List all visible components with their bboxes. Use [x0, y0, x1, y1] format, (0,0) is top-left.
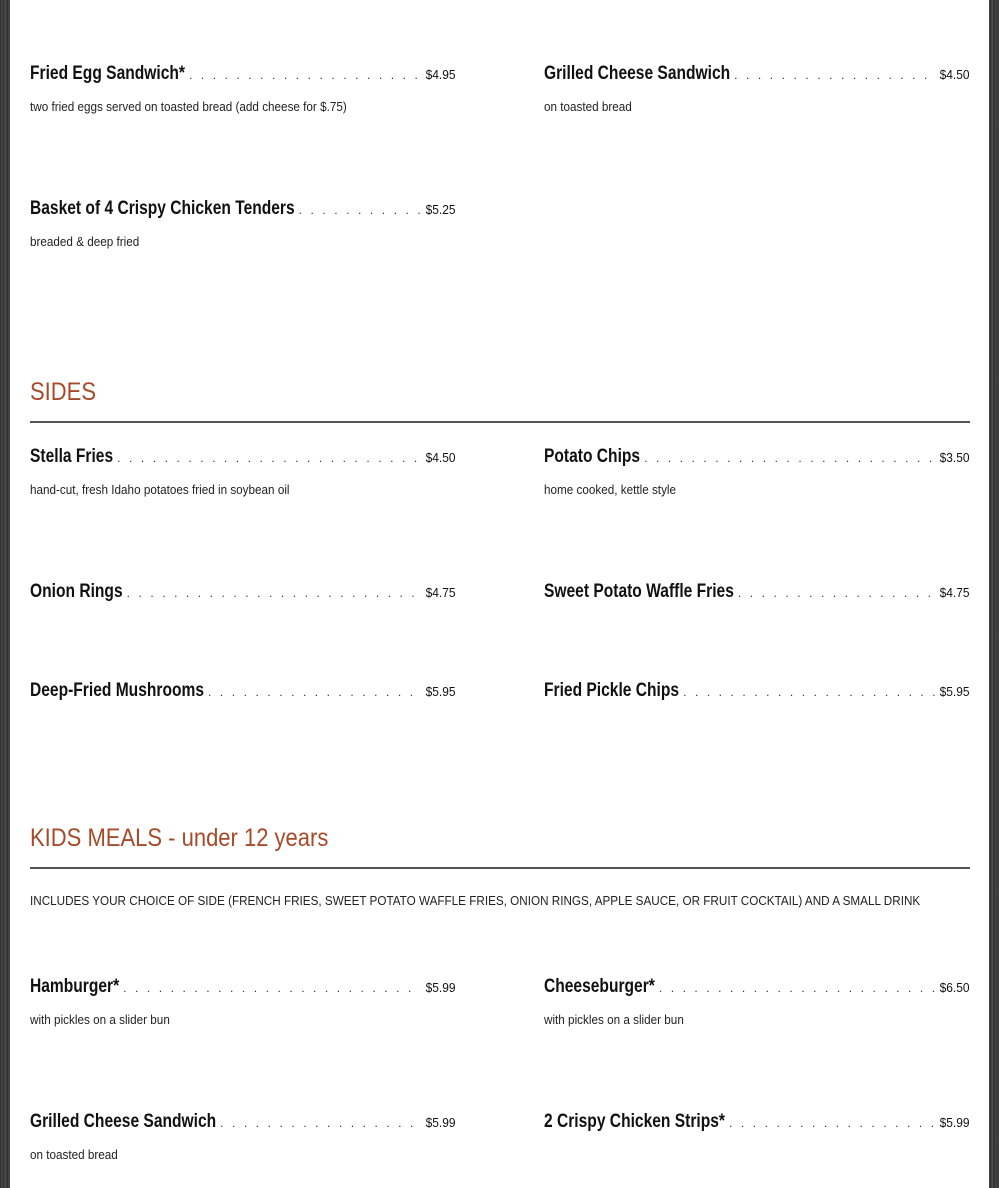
dot-leader — [683, 685, 935, 699]
dot-leader — [117, 451, 421, 465]
menu-item-kids-cheeseburger — [544, 976, 970, 1027]
item-price: $4.75 — [426, 585, 456, 600]
item-price: $3.50 — [940, 450, 970, 465]
dot-leader — [127, 586, 422, 600]
item-price: $5.95 — [940, 684, 970, 699]
section-title-kids-meals: KIDS MEALS - under 12 years — [30, 824, 329, 852]
item-price: $4.95 — [426, 67, 456, 82]
menu-item-fried-pickle-chips — [544, 680, 970, 704]
menu-item-stella-fries — [30, 446, 456, 497]
menu-item-potato-chips — [544, 446, 970, 497]
item-price: $5.99 — [426, 980, 456, 995]
dot-leader — [189, 68, 422, 82]
menu-page — [10, 0, 989, 1188]
dot-leader — [734, 68, 935, 82]
dot-leader — [659, 981, 936, 995]
item-name: Potato Chips — [544, 446, 641, 467]
item-description: home cooked, kettle style — [544, 482, 677, 497]
item-description: on toasted bread — [544, 99, 632, 114]
menu-item-grilled-cheese-sandwich — [544, 63, 970, 114]
menu-item-chicken-tenders — [30, 198, 456, 249]
item-name: Grilled Cheese Sandwich — [544, 63, 731, 84]
item-description: with pickles on a slider bun — [30, 1012, 170, 1027]
dot-leader — [299, 203, 422, 217]
menu-item-fried-egg-sandwich — [30, 63, 456, 114]
item-name: Stella Fries — [30, 446, 114, 467]
dot-leader — [729, 1116, 935, 1130]
item-name: Basket of 4 Crispy Chicken Tenders — [30, 198, 295, 219]
item-price: $4.50 — [940, 67, 970, 82]
menu-item-deep-fried-mushrooms — [30, 680, 456, 704]
menu-item-kids-chicken-strips — [544, 1111, 970, 1135]
dot-leader — [208, 685, 421, 699]
item-name: Grilled Cheese Sandwich — [30, 1111, 217, 1132]
item-price: $5.99 — [426, 1115, 456, 1130]
item-name: Sweet Potato Waffle Fries — [544, 581, 734, 602]
item-name: Cheeseburger* — [544, 976, 655, 997]
item-price: $4.50 — [426, 450, 456, 465]
menu-item-sweet-potato-waffle-fries — [544, 581, 970, 605]
dot-leader — [220, 1116, 421, 1130]
section-divider — [30, 867, 970, 869]
item-description: two fried eggs served on toasted bread (add cheese for $.75) — [30, 99, 347, 114]
section-title-sides: SIDES — [30, 378, 97, 406]
item-name: Hamburger* — [30, 976, 120, 997]
item-name: Deep-Fried Mushrooms — [30, 680, 205, 701]
dot-leader — [644, 451, 935, 465]
kids-meals-note: INCLUDES YOUR CHOICE OF SIDE (FRENCH FRIES, SWEET POTATO WAFFLE FRIES, ONION RINGS, APPLE SAUCE, OR FRUIT COCKTAIL) AND A SMALL DRINK — [30, 893, 921, 908]
item-description: breaded & deep fried — [30, 234, 140, 249]
item-price: $4.75 — [940, 585, 970, 600]
menu-item-kids-grilled-cheese — [30, 1111, 456, 1162]
item-description: with pickles on a slider bun — [544, 1012, 684, 1027]
section-divider — [30, 421, 970, 423]
menu-item-kids-hamburger — [30, 976, 456, 1027]
item-price: $5.25 — [426, 202, 456, 217]
item-price: $6.50 — [940, 980, 970, 995]
item-description: hand-cut, fresh Idaho potatoes fried in soybean oil — [30, 482, 290, 497]
dot-leader — [123, 981, 421, 995]
menu-item-onion-rings — [30, 581, 456, 605]
item-name: Fried Pickle Chips — [544, 680, 680, 701]
dot-leader — [738, 586, 936, 600]
item-name: Onion Rings — [30, 581, 123, 602]
item-price: $5.99 — [940, 1115, 970, 1130]
item-description: on toasted bread — [30, 1147, 118, 1162]
item-price: $5.95 — [426, 684, 456, 699]
item-name: 2 Crispy Chicken Strips* — [544, 1111, 725, 1132]
item-name: Fried Egg Sandwich* — [30, 63, 185, 84]
